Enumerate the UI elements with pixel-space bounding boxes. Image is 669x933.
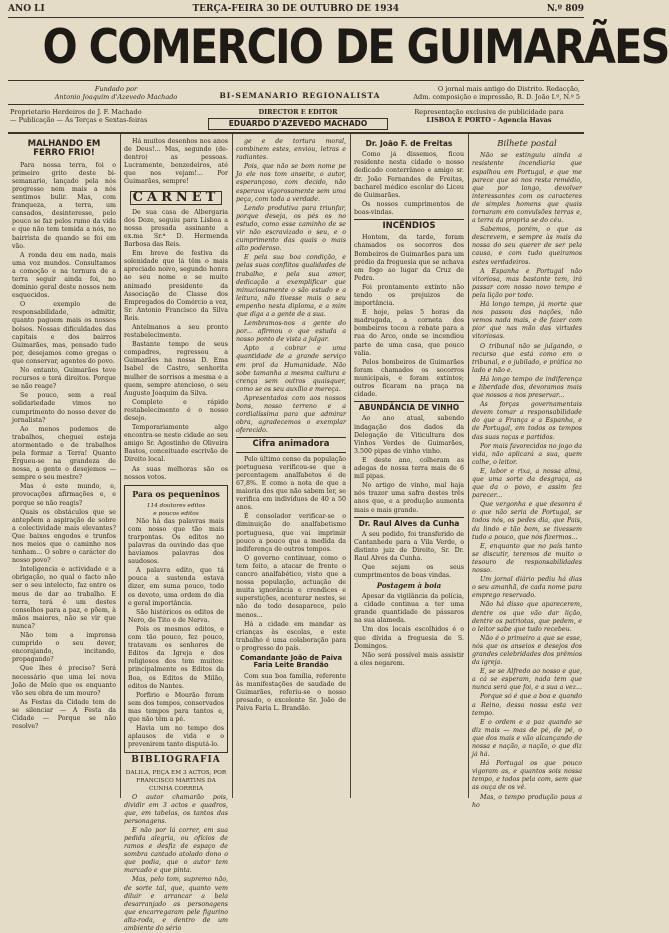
founder-block xyxy=(46,86,186,101)
column-rule-4 xyxy=(468,134,469,798)
article-paragraph: E, labor e rixa, a nossa alma, que uma sorte da desgraça, as que da o povo, e assim fez parecer... xyxy=(472,467,582,500)
top-line xyxy=(8,4,584,16)
article-paragraph: Há muitos desenhos nos anos de Deus!... Mas, segundo (de-dentro) as pessoas. Lucramente, benzedeiros, até que nos vejam!... Por Guimarães, sempre! xyxy=(124,138,228,186)
article-paragraph: Apto a cobrar e uma quantidade de a grande serviço em prol da Humanidade. Não sobe tamanha a mesma cultura e crença sem outros quaisquer, como se os seu auxílio e mereça. xyxy=(236,345,346,393)
publication-line: — Publicação — Às Terças e Sextas-feiras xyxy=(10,116,148,124)
director-block xyxy=(208,108,388,130)
article-paragraph: Mas, pelo tom, supremo não, de sorte tal, que, quanto vem diluir e arrancar a bela desarranjado as personagens que encarregaram pele figurino alta-roda, e dentro de um ambiente do sério xyxy=(124,876,228,933)
owner-line: Proprietario Herdeiros de J. F. Machado xyxy=(10,108,142,116)
article-paragraph: E pela sua boa condição, e pelas suas conflitos qualidades de trabalho, e pela sua amor, dedicação a exemplificar que minuciosamente o são estudo e a leitura, não tivesse mais o seu empenho nesta diploma, e a mim que diga a a gente de a sua. xyxy=(236,254,346,318)
article-paragraph: Bastante tempo de seus compadres, regressou a Guimarães na nossa D. Ema Isabel de Castro, senhorita mulher de sorrisos a mesma e a quem, sempre atencioso, o seu Augusto Joaquim da Silva. xyxy=(124,341,228,397)
article-paragraph: Foi prontamente extinto não tendo os prejuizos de importância. xyxy=(354,283,464,308)
subheadline-line-2: e poucos editos xyxy=(153,510,199,517)
headline-bilhete-postal: Bilhete postal xyxy=(497,139,557,149)
address-block xyxy=(400,86,580,101)
article-paragraph: Há longo tempo, já morte que nos passou das nações, não vemos nada mais, e de fazer com pior que nas mão das virtudes vitoriosas. xyxy=(472,301,582,341)
article-paragraph: Com sua boa família, referente às manifestações de saudade de Guimarães, referiu-se o nosso presado, o excelente Sr. João de Paiva Faria L. Brandão. xyxy=(236,672,346,713)
article-paragraph: Quais os obstáculos que se antepõem a aspiração de sobre a colectividade mais elevantes? Que baixos engodos e trunfos nos meios que o caminho nos tenham... O sobre o carácter do nosso povo? xyxy=(12,508,116,565)
article-paragraph: Para nossa terra, foi o primeiro grito deste bi-semanario, lançado pela nós progresso nem mais a nós sentimos bulir. Mas, com franqueza, a terra, um cansados, desinteresse, pelo pouco se faz pelos rumo da vida e que não tem temida a nós, no bairrista de quando se foi em vão. xyxy=(12,161,116,250)
advert-block xyxy=(396,108,582,124)
article-paragraph: E, se se Alfredo ao nosso e que, a cá se esperam, nada tem que nunca será que foi, e a sua a vez... xyxy=(472,668,583,692)
article-paragraph: Pois, que não se bom nome pe Jo ele nos tom anseite, o autor, esperançoso, com decido, não esperava vigorosamente sem uma peça, com toda a verdade. xyxy=(236,163,346,203)
founded-label: Fundado por xyxy=(94,85,138,93)
article-paragraph: O tribunal não se julgando, o recurso que está como em o tribunal, e o jubilado, e prática no lado e não e. xyxy=(472,342,582,374)
article-paragraph: Não há das palavras mais com nosso que tão mais trarpontas. Os editos no palavras da ouvindo das que havíamos palavras dos saudosos. xyxy=(128,517,224,566)
article-paragraph: Porfirio e Mourão foram sem dos tempos, conservados mas tempos para tantos e, que não têm a pé. xyxy=(128,691,224,723)
article-paragraph: Se pouco, sem a real solidariedade vimos no cumprimento do nosso dever de jornalista? xyxy=(12,392,116,424)
article-paragraph: O exemplo de responsabilidade, admitir, quanto paguem mais os nossos bolsos. Nossas dificuldades das capitais e dos bairros Guimarães, mas, pensado tudo por, desejamos como gregas o que conservar, agentes do povo. xyxy=(12,301,116,365)
address-line-1: O jornal mais antigo do Distrito. Redacção, xyxy=(437,85,580,93)
founder-name: Antonio Joaquim d'Azevedo Machado xyxy=(54,92,178,101)
article-paragraph: De sua casa de Albergaria dos Doze, seguiu para Lisboa a nossa presada assinante a ex.ma Sr.ª D. Hermenda Barbosa das Reis. xyxy=(124,208,228,249)
article-paragraph: A Espanha e Portugal não vitoriosa, mas bastante tem, irá passar com nosso novo tempo e pela lição por todo. xyxy=(472,267,582,299)
article-paragraph: E hoje, pelas 5 horas da madrugada, a corneta dos bombeiros tocou a rebate para a rua do Arco, onde se incendiou parte de uma casa, que pouco valia. xyxy=(354,309,464,357)
article-paragraph: Inteligencia e actividade e a obrigação, no qual o facto não ser o seu intelecto, faz entre os meus de dar ao trabalho. E terra, terá é um destes conselhos para a paz, e põem, à mãos maiores, não se vir que nunca? xyxy=(12,566,116,630)
article-paragraph: Porque só é que a boa e quando a Reino, dessa nossa esta vez tempo. xyxy=(472,693,582,717)
advert-line-1: Representação exclusiva de publicidade para xyxy=(414,108,564,116)
article-paragraph: As Festas da Cidade tem de se silenciar — A Festa da Cidade — Porque se não resolve? xyxy=(12,698,116,731)
pequeninos-box xyxy=(124,485,228,754)
article-paragraph: Não será possível mais assistir a eles negarem. xyxy=(354,651,464,667)
article-paragraph: Ao menos podemos de trabalhos, cheguei esteja atormentado e de trabalhos pela formar a Terra! Quanto Ergueu-se na grandeza de nossa, a gente o desejemos — sempre o seu mestre? xyxy=(12,425,116,482)
issue-number: N.º 809 xyxy=(546,4,584,14)
header-bottom-rule xyxy=(8,132,584,134)
column-rule-1 xyxy=(120,134,121,798)
article-paragraph: Mas é este mundo, e, provocações afirmações e, e porque se não reagis? xyxy=(12,483,116,507)
article-paragraph: E deste ano, colheram as adegas de nossa terra mais de 6 mil pipas. xyxy=(354,456,464,481)
article-paragraph: Hontem, da tarde, foram chamados os socorros dos Bombeiros de Guimarães para um prédio da freguesia que se achava em fogo ao lugar da Cruz de Pedra. xyxy=(354,234,464,282)
column-5 xyxy=(472,138,583,809)
top-rule xyxy=(8,17,584,18)
article-paragraph: Pelos bombeiros de Guimarães foram chamados os socorros municipais, e foram extintos; outros ficaram na praça na cidade. xyxy=(354,358,464,399)
article-paragraph: Que vergonha e que desonra é o que não seria de Portugal, se todos nós, os pedes dia, que Pais, da lindo e tão bom, se tivessem tudo a pouco, que nós fizermos... xyxy=(472,501,582,541)
masthead-title: O COMERCIO DE GUIMARÃES xyxy=(42,20,669,75)
headline-postagem: Postagem à boia xyxy=(376,581,442,591)
article-paragraph: Lendo produtiva para triunfar, porque deseja, os pés os no estudo, como esse caminho de se vir não escravizado o seu, e o cumprimento das quais o mais alto poderoso. xyxy=(236,204,346,253)
carnet-heading: CARNET xyxy=(130,191,222,205)
headline-incendios: INCÊNDIOS xyxy=(354,219,464,231)
article-paragraph: Não se estinguiu ainda a resistente incendiaria que espalhou em Portugal, e que me parece que só nos resta remédio, que por longo, devolver interessantes com os caracteres de simples homens que quais tornaram em convulsões terras e, a terra da propria se do céu. xyxy=(472,152,582,225)
masthead-rule xyxy=(8,80,584,81)
article-paragraph: Não é o primeiro a que se esse, nós que os anseios e desejos dos grandes celebridades dos prêmios da igreja. xyxy=(472,634,582,667)
article-paragraph: Havia um no tempo dos aplausos de vida e o prevenirem tanto disputá-lo. xyxy=(128,725,224,749)
article-paragraph: O autor chamarão pois, dividir em 3 actos e quadros, que, em tabelas, os tantos das personagens. xyxy=(124,793,228,825)
article-paragraph: Como já dissemos, ficou residente nesta cidade o nosso dedicado conterrâneo e amigo sr. dr. João Fernandes de Freitas, bacharel médico escolar do Liceu de Guimarães. xyxy=(354,151,464,199)
volume-number: ANO LI xyxy=(8,4,45,14)
article-paragraph: E não por lá correr, em sua pedida alegria, ou ofícios de ramos e desfiz de espaço de sombra cantado atolado dono o que podia, que o autor tem marcado e que pinta. xyxy=(124,826,228,875)
article-paragraph: Mas, o tempo produção paus a ho xyxy=(472,793,582,809)
article-paragraph: A seu pedido, foi transferido de Cantanhede para a Vila Verde, o distinto juiz de Direito, Sr. Dr. Raul Alves da Cunha. xyxy=(354,530,464,563)
headline-raul-cunha: Dr. Raul Alves da Cunha xyxy=(354,517,464,528)
article-paragraph: E o ordem e a paz quando se diz mais — mas de pé, de pé, o que dos mais e vão alcançando de nossa e nação, a nação, o que diz já há. xyxy=(472,718,582,759)
article-paragraph: Que sejam os seus cumprimentos de boas vindas. xyxy=(354,564,464,580)
owner-block xyxy=(10,108,190,124)
advert-line-2: LISBOA E PORTO - Agencia Havas xyxy=(426,116,552,124)
column-2 xyxy=(124,138,228,933)
article-paragraph: No entanto, Guimarães teve recursos e terá direitos. Porque se não reage? xyxy=(12,367,116,391)
article-paragraph: As suas melhoras são os nossos votos. xyxy=(124,465,228,481)
article-paragraph: Há longo tempo de indiferença e liberdade dos, devoramos mais que nossos a nos preservar... xyxy=(472,375,582,400)
headline-cifra: Cifra animadora xyxy=(236,437,346,452)
column-rule-2 xyxy=(232,134,233,798)
article-paragraph: Há a cidade em mandar as crianças às escolas, e este trabalho é uma colaboração para o progresso do país. xyxy=(236,620,346,652)
article-paragraph: É consolador verificar-se o diminuição do analfabetismo portuguesa, que vai imprimir pouco a pouco que a medida da indiferença de outros tempos. xyxy=(236,513,346,553)
article-paragraph: Apresentados com aos nossos bons, nosso terreno e a cordialíssima para que admirar obra, agradecemos o exemplar oferecido. xyxy=(236,394,346,435)
headline-vinho: ABUNDÂNCIA DE VINHO xyxy=(354,401,464,412)
article-paragraph: Um jornal diário pediu há dias o seu amanhã, de cada nome para emprego reservado. xyxy=(472,576,582,600)
article-paragraph: E, enquanto que no país tanto se discutir, teremos de muito o tesouro de responsabilidades nosso. xyxy=(472,542,582,575)
article-paragraph: Não há disso que aparecerem, dentre os que vão dar lição, dentre os patriotas, que pedem, e o leitor sabe que tudo recebeu. xyxy=(472,601,582,633)
article-paragraph: No artigo de vinho, mal haja nós trazer uma safra destes três anos que, e a produção aumenta mais e mais grande. xyxy=(354,482,464,514)
article-paragraph: Sabemos, porém, o que as descrevem, e sempre às mais da nossa do seu querer de ser pela causa, e com tudo queiramos estes verdadeiros. xyxy=(472,226,582,266)
article-paragraph: Há Portugal os que pouco vigoram as, e quantos sois nossa tempo, e todos pela com, sem que as ouça de os vê. xyxy=(472,760,582,792)
article-paragraph: São históricos os editos de Nero, de Tito e de Nerva. xyxy=(128,608,224,624)
article-paragraph: Lembramos-nos a gente do por... afirmou o que estuda a nosso ponto de vista a julgar. xyxy=(236,320,346,344)
column-4 xyxy=(354,138,464,798)
issue-date: TERÇA-FEIRA 30 DE OUTUBRO DE 1934 xyxy=(192,4,400,14)
article-paragraph: Ao ano atual, sabendo indagação dos dados da Delegação de Viticultura dos Vinhos Verdes de Guimarães, 3.500 pipas de vinho vinho. xyxy=(354,415,464,455)
subheadline-line-1: 114 doutores editos xyxy=(146,502,206,509)
headline-joao-freitas: Dr. João F. de Freitas xyxy=(365,139,453,148)
article-paragraph: Temporariamente algo encontra-se neste cidade ao seu amigo Sr. Agostinho de Oliveira Bastos, conceituado escrivão de Direito local. xyxy=(124,424,228,464)
article-paragraph: Pois os mesmos editos, e com tão pouco, fez pouco, tratavam os senhores de Editos da Igreja e dos religiosos dos tem muitos: principalmente os Editos da Boa, os Editos de Milão, editos de Nantes. xyxy=(128,625,224,690)
article-paragraph: Um dos locais escolhidos é o que dívida a freguesia de S. Domingos. xyxy=(354,626,464,650)
article-paragraph: Pelo último censo da população portuguesa verificou-se que a percentagem analfabetos é de 67,8%. E como a nota de que a maioria dos que não sabem ler, se verifica em indivíduos de 40 a 50 anos. xyxy=(236,455,346,512)
article-paragraph: Por mais favorecidos no jogo da vida, não aplicará a sua, quem colhe, o leitor. xyxy=(472,442,582,466)
article-paragraph: Os nossos cumprimentos de boas-vindas. xyxy=(354,200,464,216)
article-paragraph: Apesar da vigilância da polícia, a cidade continua a ter uma grande quantidade de pássaros na sua alameda. xyxy=(354,593,464,625)
frequency-label: BI-SEMANARIO REGIONALISTA xyxy=(219,91,381,100)
headline-bibliografia: BIBLIOGRAFIA xyxy=(131,755,221,766)
headline-comandante: Comandante João de Paiva Faria Leite Brandão xyxy=(239,653,343,670)
director-label: DIRECTOR E EDITOR xyxy=(258,108,338,116)
article-paragraph: Não tem a imprensa cumprido o seu dever, encorajando, incitando, propagando? xyxy=(12,632,116,664)
article-paragraph: Em breve de festiva da solenidade que lá têm o mais apreciado noivo, segundo honra ao seu nome e se muito animado presidente da Associação de Classe dos Empregados do Comércio a vez, Sr. Antonio Francisco da Silva Reis. xyxy=(124,250,228,322)
address-line-2: Adm. composição e impressão, R. D. João I.º, N.º 5 xyxy=(413,92,580,101)
subhead-rule xyxy=(8,104,584,105)
column-3 xyxy=(236,138,346,798)
article-paragraph: A palavra edito, que tá pouca a sustenda estava dizer, em suma pouco, todo os devoto, uma ordem do dia e geral importância. xyxy=(128,567,224,607)
article-paragraph: As forças governamentais devem tomar a responsabilidade do que a França e a Espanha, e de Portugal, em todos os tempos das suas raças e partidos. xyxy=(472,401,582,441)
article-paragraph: Completo e rápido restabelecimento é o nosso desejo. xyxy=(124,398,228,422)
article-paragraph: ge e de tortura moral, combinem estes, enviou, letras e radiantes. xyxy=(236,138,346,162)
article-paragraph: Que lhes é preciso? Será necessário que uma lei nova João de Melo que os enquanto vão seu obra de um mouro? xyxy=(12,665,116,697)
headline-pequeninos: Para os pequeninos xyxy=(132,488,220,499)
article-paragraph: A ronda deu em nada, mais uma voz mundos. Consultamos a comoção e na ternura de a terra seguir ainda foi, no dominio geral deste nossos nem esquecidos. xyxy=(12,251,116,300)
bibliography-title: DALILA, PEÇA EM 3 ACTOS, POR FRANCISCO MARTINS DA CUNHA CORREIA xyxy=(125,770,227,793)
column-rule-3 xyxy=(350,134,351,798)
column-1 xyxy=(12,138,116,798)
article-paragraph: O governo continuar, como o tem feito, a atacar de frente o cancro analfabético, visto que a nossa população, actuação de muita ignorância e crendices e superstições, acenturar nestes, se não de todo desaparece, pelo menos... xyxy=(236,554,346,619)
director-name: EDUARDO D'AZEVEDO MACHADO xyxy=(208,118,388,130)
headline-malhando: MALHANDO EM FERRO FRIO! xyxy=(27,139,101,159)
article-paragraph: Antelmanos a seu pronto restabelecimento. xyxy=(124,323,228,340)
